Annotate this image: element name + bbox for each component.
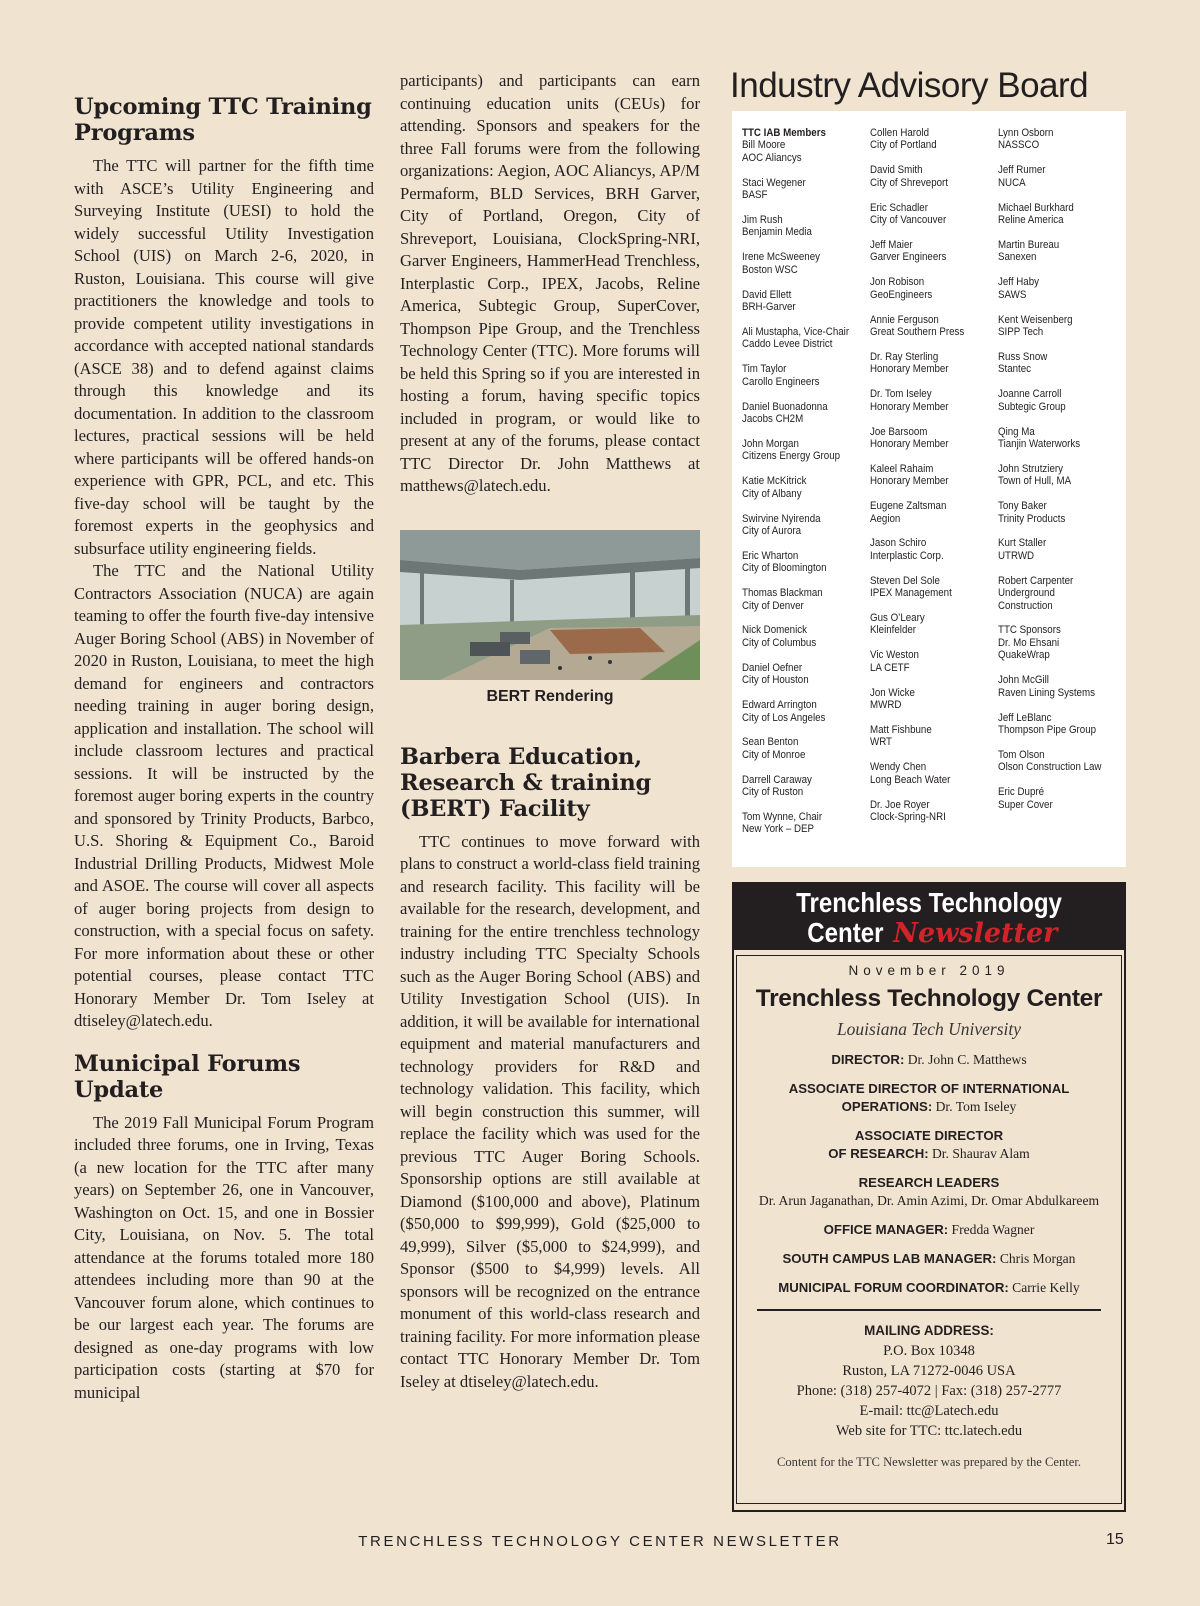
iab-member-entry bbox=[998, 674, 1116, 699]
divider bbox=[757, 1309, 1101, 1311]
iab-member-name: Tom Wynne, Chair bbox=[742, 811, 823, 824]
forums-continued-paragraph: participants) and participants can earn continuing education units (CEUs) for attending. Sponsors and speakers for the three Fall forums were from the following organizations: Aegion, AOC Aliancys, AP/M Permaform, BLD Services, BRH Garver, City of Portland, Oregon, City of Shreveport, Louisiana, ClockSpring-NRI, Garver Engineers, HammerHead Trenchless, Interplastic Corp., IPEX, Jacobs, Reline America, Subtegic Group, SuperCover, Thompson Pipe Group, and the Trenchless Technology Center (TTC). More forums will be held this Spring so if you are interested in hosting a forum, having specific topics included in program, or would like to present at any of the forums, please contact TTC Director Dr. John Matthews at matthews@latech.edu. bbox=[400, 71, 700, 495]
iab-member-name: Dr. Tom Iseley bbox=[870, 388, 932, 401]
forum-coordinator-entry bbox=[737, 1279, 1121, 1297]
iab-member-affiliation: NASSCO bbox=[998, 139, 1040, 152]
iab-member-name: Tony Baker bbox=[998, 500, 1047, 513]
iab-member-name: Sean Benton bbox=[742, 736, 799, 749]
iab-member-name: Dr. Joe Royer bbox=[870, 798, 930, 811]
iab-member-name: Daniel Oefner bbox=[742, 661, 803, 674]
iab-column-1 bbox=[742, 127, 870, 848]
iab-member-entry bbox=[998, 127, 1116, 152]
iab-member-name: Tom Olson bbox=[998, 748, 1045, 761]
issue-date: November 2019 bbox=[848, 963, 1010, 978]
training-programs-heading: Upcoming TTC Training Programs bbox=[74, 94, 372, 146]
iab-member-name: Annie Ferguson bbox=[870, 313, 939, 326]
iab-member-affiliation: BASF bbox=[742, 189, 768, 202]
iab-member-name: Martin Bureau bbox=[998, 238, 1060, 251]
iab-member-affiliation: Reline America bbox=[998, 214, 1064, 227]
iab-member-affiliation: Stantec bbox=[998, 363, 1032, 376]
iab-member-affiliation: City of Columbus bbox=[742, 636, 817, 649]
iab-member-affiliation: City of Denver bbox=[742, 599, 804, 612]
iab-member-affiliation: Olson Construction Law bbox=[998, 761, 1102, 774]
director-name: Dr. John C. Matthews bbox=[907, 1052, 1027, 1067]
iab-member-name: TTC Sponsors bbox=[998, 624, 1061, 637]
iab-member-affiliation: Thompson Pipe Group bbox=[998, 723, 1097, 736]
iab-member-affiliation: WRT bbox=[870, 736, 893, 749]
iab-member-name: Vic Weston bbox=[870, 649, 919, 662]
iab-member-entry bbox=[998, 276, 1116, 301]
iab-member-name: Edward Arrington bbox=[742, 699, 817, 712]
banner-line-1: Trenchless Technology bbox=[796, 887, 1062, 918]
iab-member-entry bbox=[998, 500, 1116, 525]
iab-member-affiliation: Long Beach Water bbox=[870, 773, 951, 786]
iab-member-affiliation: MWRD bbox=[870, 699, 902, 712]
iab-member-name: Eric Dupré bbox=[998, 786, 1045, 799]
iab-member-name: Ali Mustapha, Vice-Chair bbox=[742, 325, 850, 338]
iab-member-name: Eugene Zaltsman bbox=[870, 500, 947, 513]
iab-member-name: Jeff Maier bbox=[870, 238, 913, 251]
iab-member-affiliation: Sanexen bbox=[998, 251, 1037, 264]
content-credit: Content for the TTC Newsletter was prepared by the Center. bbox=[776, 1455, 1082, 1469]
iab-member-name: Wendy Chen bbox=[870, 761, 927, 774]
iab-member-affiliation: Super Cover bbox=[998, 798, 1053, 811]
iab-member-affiliation: IPEX Management bbox=[870, 587, 952, 600]
office-manager-role: OFFICE MANAGER: bbox=[823, 1222, 949, 1237]
iab-member-entry bbox=[742, 289, 860, 314]
iab-member-affiliation: Honorary Member bbox=[870, 363, 949, 376]
director-role: DIRECTOR: bbox=[831, 1052, 905, 1067]
iab-members-box bbox=[732, 111, 1126, 867]
iab-member-affiliation: Jacobs CH2M bbox=[742, 413, 804, 425]
iab-member-affiliation: AOC Aliancys bbox=[742, 151, 802, 164]
lab-manager-entry bbox=[737, 1250, 1121, 1268]
iab-member-entry bbox=[870, 202, 988, 227]
training-paragraph-2: The TTC and the National Utility Contractors Association (NUCA) are again teaming to offer the fourth five-day intensive Auger Boring School (ABS) in November of 2020 in Ruston, Louisiana, to meet the high demand for engineers and contractors needing training in auger boring design, application and installation. The school will include classroom lectures and practical sessions. It will be instructed by the foremost auger boring experts in the country and sponsored by Trinity Products, Barbco, U.S. Shoring & Equipment Co., Baroid Industrial Drilling Products, Midwest Mole and ASOE. The course will cover all aspects of auger boring projects from design to construction, with a special focus on safety. For more information about these or other potential courses, please contact TTC Honorary Member Dr. Tom Iseley at dtiseley@latech.edu. bbox=[74, 561, 374, 1030]
iab-member-name: David Smith bbox=[870, 164, 923, 177]
research-role-line-2: OF RESEARCH: bbox=[828, 1146, 929, 1161]
iab-member-entry bbox=[870, 724, 988, 749]
iab-member-name: Dr. Ray Sterling bbox=[870, 350, 939, 363]
lab-manager-name: Chris Morgan bbox=[999, 1251, 1076, 1266]
iab-member-affiliation: UTRWD bbox=[998, 549, 1035, 562]
iab-member-entry bbox=[998, 749, 1116, 774]
website: Web site for TTC: ttc.latech.edu bbox=[835, 1423, 1023, 1439]
training-paragraph-1: The TTC will partner for the fifth time with ASCE’s Utility Engineering and Surveying Institute (UESI) to hold the widely successful Utility Investigation School (UIS) on March 2-6, 2020, in Ruston, Louisiana. This course will give practitioners the knowledge and tools to provide competent utility investigations in accordance with accepted national standards (ASCE 38) and to defend against claims through this knowledge and its documentation. In addition to the classroom lectures, practical sessions will be held where participants will be offered hands-on experience with GPR, PCL, and etc. This five-day school will be taught by the foremost experts in the geophysics and subsurface utility engineering fields. bbox=[74, 156, 374, 558]
column-right bbox=[732, 66, 1126, 1512]
iab-member-entry bbox=[742, 774, 860, 799]
intl-role-line-2: OPERATIONS: bbox=[841, 1099, 933, 1114]
iab-member-name: Jason Schiro bbox=[870, 537, 927, 550]
iab-member-name: Russ Snow bbox=[998, 350, 1048, 363]
banner-line-2 bbox=[734, 918, 1124, 953]
iab-member-name: Staci Wegener bbox=[742, 176, 806, 189]
iab-member-affiliation: Construction bbox=[998, 599, 1053, 612]
iab-member-entry bbox=[870, 463, 988, 488]
iab-member-name: Matt Fishbune bbox=[870, 724, 932, 736]
iab-member-entry bbox=[742, 699, 860, 724]
iab-member-affiliation: City of Vancouver bbox=[870, 214, 947, 227]
office-manager-entry bbox=[737, 1221, 1121, 1239]
iab-member-name: Kaleel Rahaim bbox=[870, 462, 934, 475]
iab-member-affiliation: BRH-Garver bbox=[742, 301, 796, 314]
iab-member-name: David Ellett bbox=[742, 288, 792, 301]
iab-member-entry bbox=[998, 575, 1116, 612]
iab-member-name: TTC IAB Members bbox=[742, 127, 826, 139]
iab-member-name: Eric Schadler bbox=[870, 201, 928, 214]
iab-column-3 bbox=[998, 127, 1126, 848]
mailing-address-label: MAILING ADDRESS: bbox=[864, 1323, 994, 1338]
iab-member-entry bbox=[870, 314, 988, 339]
iab-member-entry bbox=[998, 786, 1116, 811]
iab-member-name: Swirvine Nyirenda bbox=[742, 512, 821, 525]
iab-member-affiliation: Subtegic Group bbox=[998, 400, 1066, 413]
iab-member-entry bbox=[742, 811, 860, 836]
iab-member-entry bbox=[742, 127, 860, 164]
iab-title: Industry Advisory Board bbox=[730, 66, 1089, 105]
iab-member-affiliation: Aegion bbox=[870, 512, 901, 525]
iab-member-entry bbox=[870, 351, 988, 376]
iab-member-affiliation: GeoEngineers bbox=[870, 288, 933, 301]
iab-member-affiliation: Kleinfelder bbox=[870, 624, 917, 637]
iab-member-affiliation: Interplastic Corp. bbox=[870, 549, 944, 562]
newsletter-banner bbox=[734, 884, 1124, 950]
iab-member-name: Jeff Haby bbox=[998, 276, 1039, 289]
iab-member-affiliation: City of Los Angeles bbox=[742, 711, 826, 724]
iab-member-affiliation: City of Houston bbox=[742, 674, 809, 687]
iab-member-name: Qing Ma bbox=[998, 425, 1035, 438]
iab-member-affiliation: QuakeWrap bbox=[998, 649, 1050, 662]
iab-member-entry bbox=[998, 463, 1116, 488]
iab-member-entry bbox=[870, 388, 988, 413]
iab-member-affiliation: Caddo Levee District bbox=[742, 338, 833, 351]
iab-member-name: Nick Domenick bbox=[742, 624, 807, 637]
iab-member-affiliation: Town of Hull, MA bbox=[998, 475, 1072, 488]
iab-member-affiliation: New York – DEP bbox=[742, 823, 815, 836]
intl-director-entry bbox=[737, 1080, 1121, 1116]
newsletter-masthead bbox=[732, 882, 1126, 1512]
iab-member-affiliation: Carollo Engineers bbox=[742, 375, 820, 388]
iab-member-entry bbox=[870, 575, 988, 600]
iab-member-entry bbox=[998, 712, 1116, 737]
column-left bbox=[74, 94, 374, 1404]
iab-member-affiliation: Honorary Member bbox=[870, 437, 949, 450]
research-role-line-1: ASSOCIATE DIRECTOR bbox=[854, 1128, 1004, 1143]
research-leaders-entry bbox=[737, 1174, 1121, 1210]
iab-member-name: Daniel Buonadonna bbox=[742, 400, 828, 413]
iab-member-affiliation: Benjamin Media bbox=[742, 226, 812, 239]
iab-member-entry bbox=[998, 314, 1116, 339]
bert-heading: Barbera Education, Research & training (BERT) Facility bbox=[400, 743, 652, 822]
iab-member-entry bbox=[998, 624, 1116, 661]
iab-member-name: John Morgan bbox=[742, 437, 799, 450]
iab-member-name: Katie McKitrick bbox=[742, 475, 807, 488]
iab-member-name: John McGill bbox=[998, 674, 1049, 687]
iab-member-affiliation: Dr. Mo Ehsani bbox=[998, 636, 1060, 649]
iab-member-entry bbox=[998, 537, 1116, 562]
iab-member-entry bbox=[870, 612, 988, 637]
iab-member-name: Robert Carpenter bbox=[998, 574, 1074, 587]
iab-member-affiliation: Raven Lining Systems bbox=[998, 686, 1095, 699]
bert-paragraph: TTC continues to move forward with plans to construct a world-class field training and research facility. This facility will be available for the research, development, and training for the entire trenchless technology industry including TTC Specialty Schools such as the Auger Boring School (ABS) and Utility Investigation School (UIS). In addition, it will be available for international equipment and material manufacturers and technology providers for R&D and technology validation. This facility, which will begin construction this summer, will replace the facility which was used for the previous TTC Auger Boring Schools. Sponsorship options are still available at Diamond ($100,000 and above), Platinum ($50,000 to $99,999), Gold ($25,000 to 49,999), Silver ($5,000 to $24,999), and Sponsor ($500 to $4,999) levels. All sponsors will be recognized on the entrance monument of this world-class research and training facility. For more information please contact TTC Honorary Member Dr. Tom Iseley at dtiseley@latech.edu. bbox=[400, 831, 700, 1391]
email-address: E-mail: ttc@Latech.edu bbox=[859, 1403, 999, 1419]
iab-member-entry bbox=[742, 363, 860, 388]
iab-member-affiliation: Honorary Member bbox=[870, 400, 949, 413]
iab-member-affiliation: Underground bbox=[998, 587, 1055, 600]
address-line-1: P.O. Box 10348 bbox=[883, 1343, 975, 1359]
iab-member-entry bbox=[998, 351, 1116, 376]
bert-caption: BERT Rendering bbox=[486, 687, 614, 705]
iab-member-affiliation: Bill Moore bbox=[742, 139, 786, 152]
iab-member-entry bbox=[870, 127, 988, 152]
page-number: 15 bbox=[1106, 1531, 1124, 1548]
forum-coordinator-name: Carrie Kelly bbox=[1012, 1280, 1080, 1295]
iab-member-entry bbox=[998, 164, 1116, 189]
iab-member-name: Eric Wharton bbox=[742, 549, 799, 562]
iab-member-name: John Strutziery bbox=[998, 462, 1064, 475]
iab-member-entry bbox=[742, 401, 860, 426]
iab-member-entry bbox=[870, 276, 988, 301]
iab-member-name: Tim Taylor bbox=[742, 363, 787, 376]
iab-member-entry bbox=[870, 687, 988, 712]
iab-member-affiliation: Garver Engineers bbox=[870, 251, 947, 264]
iab-member-name: Jim Rush bbox=[742, 214, 783, 227]
iab-member-entry bbox=[870, 500, 988, 525]
intl-director-name: Dr. Tom Iseley bbox=[935, 1099, 1017, 1114]
director-entry bbox=[737, 1051, 1121, 1069]
iab-member-affiliation: City of Shreveport bbox=[870, 176, 949, 189]
iab-member-name: Steven Del Sole bbox=[870, 574, 940, 587]
iab-member-entry bbox=[998, 388, 1116, 413]
iab-member-entry bbox=[742, 662, 860, 687]
iab-member-affiliation: Trinity Products bbox=[998, 512, 1066, 525]
bert-rendering-drawing bbox=[400, 530, 700, 680]
municipal-forums-heading: Municipal Forums Update bbox=[74, 1050, 301, 1103]
phone-fax: Phone: (318) 257-4072 | Fax: (318) 257-2777 bbox=[796, 1383, 1062, 1399]
iab-member-entry bbox=[870, 537, 988, 562]
iab-member-entry bbox=[870, 799, 988, 824]
iab-member-name: Jon Robison bbox=[870, 276, 925, 289]
iab-member-affiliation: Citizens Energy Group bbox=[742, 450, 841, 463]
iab-member-name: Collen Harold bbox=[870, 127, 930, 139]
iab-member-name: Gus O’Leary bbox=[870, 612, 925, 625]
iab-member-affiliation: Tianjin Waterworks bbox=[998, 437, 1081, 450]
newsletter-info-box bbox=[736, 955, 1122, 1504]
iab-member-entry bbox=[742, 177, 860, 202]
lab-manager-role: SOUTH CAMPUS LAB MANAGER: bbox=[782, 1251, 997, 1266]
iab-member-entry bbox=[870, 649, 988, 674]
iab-member-affiliation: SIPP Tech bbox=[998, 325, 1044, 338]
iab-member-affiliation: City of Portland bbox=[870, 139, 937, 152]
iab-member-affiliation: City of Albany bbox=[742, 487, 802, 500]
iab-member-entry bbox=[742, 736, 860, 761]
footer-title: TRENCHLESS TECHNOLOGY CENTER NEWSLETTER bbox=[358, 1533, 842, 1550]
banner-center: Center bbox=[806, 917, 884, 948]
iab-member-entry bbox=[742, 214, 860, 239]
municipal-forums-paragraph: The 2019 Fall Municipal Forum Program included three forums, one in Irving, Texas (a new location for the TTC after many years) on September 26, one in Vancouver, Washington on Oct. 15, and one in Bossier City, Louisiana, on Nov. 5. The total attendance at the forums totaled more 180 attendees including more than 90 at the Vancouver forum alone, which continues to be our largest each year. The forums are designed as one-day programs with low participation costs (starting at $70 for municipal bbox=[74, 1112, 374, 1402]
research-leaders-names: Dr. Arun Jaganathan, Dr. Amin Azimi, Dr. Omar Abdulkareem bbox=[758, 1193, 1100, 1208]
iab-member-name: Darrell Caraway bbox=[742, 773, 812, 786]
iab-member-affiliation: LA CETF bbox=[870, 661, 910, 674]
iab-member-entry bbox=[870, 426, 988, 451]
iab-member-affiliation: SAWS bbox=[998, 288, 1027, 301]
iab-member-entry bbox=[998, 426, 1116, 451]
iab-member-name: Joe Barsoom bbox=[870, 425, 928, 438]
research-director-entry bbox=[737, 1127, 1121, 1163]
column-middle bbox=[400, 70, 700, 1393]
iab-column-2 bbox=[870, 127, 998, 848]
iab-member-affiliation: City of Aurora bbox=[742, 524, 802, 537]
iab-member-entry bbox=[742, 438, 860, 463]
iab-member-name: Michael Burkhard bbox=[998, 201, 1074, 214]
iab-member-entry bbox=[742, 550, 860, 575]
iab-member-entry bbox=[742, 587, 860, 612]
banner-newsletter: Newsletter bbox=[893, 918, 1058, 949]
iab-member-affiliation: Boston WSC bbox=[742, 263, 798, 276]
iab-member-affiliation: Great Southern Press bbox=[870, 325, 965, 338]
research-leaders-role: RESEARCH LEADERS bbox=[858, 1175, 1000, 1190]
bert-rendering-image bbox=[400, 530, 700, 680]
iab-member-name: Kent Weisenberg bbox=[998, 313, 1073, 326]
iab-member-name: Jon Wicke bbox=[870, 686, 915, 699]
iab-member-affiliation: City of Monroe bbox=[742, 748, 806, 761]
iab-member-entry bbox=[870, 761, 988, 786]
forum-coordinator-role: MUNICIPAL FORUM COORDINATOR: bbox=[778, 1280, 1009, 1295]
research-director-name: Dr. Shaurav Alam bbox=[931, 1146, 1030, 1161]
iab-member-name: Lynn Osborn bbox=[998, 127, 1054, 139]
iab-member-name: Joanne Carroll bbox=[998, 388, 1062, 401]
iab-member-affiliation: Clock-Spring-NRI bbox=[870, 811, 946, 824]
iab-member-name: Kurt Staller bbox=[998, 537, 1047, 550]
iab-member-entry bbox=[742, 624, 860, 649]
iab-member-affiliation: City of Ruston bbox=[742, 786, 804, 799]
intl-role-line-1: ASSOCIATE DIRECTOR OF INTERNATIONAL bbox=[788, 1081, 1070, 1096]
iab-member-entry bbox=[742, 326, 860, 351]
iab-member-entry bbox=[998, 202, 1116, 227]
office-manager-name: Fredda Wagner bbox=[951, 1222, 1035, 1237]
mailing-address-block bbox=[737, 1321, 1121, 1441]
iab-member-name: Thomas Blackman bbox=[742, 587, 823, 600]
iab-member-entry bbox=[870, 164, 988, 189]
address-line-2: Ruston, LA 71272-0046 USA bbox=[842, 1363, 1016, 1379]
iab-member-name: Jeff LeBlanc bbox=[998, 711, 1052, 724]
iab-member-affiliation: NUCA bbox=[998, 176, 1026, 189]
university-name: Louisiana Tech University bbox=[836, 1019, 1022, 1039]
iab-member-entry bbox=[742, 475, 860, 500]
iab-member-name: Jeff Rumer bbox=[998, 164, 1046, 177]
iab-member-affiliation: Honorary Member bbox=[870, 475, 949, 488]
iab-member-entry bbox=[742, 513, 860, 538]
iab-member-name: Irene McSweeney bbox=[742, 251, 821, 264]
organization-name: Trenchless Technology Center bbox=[755, 985, 1103, 1012]
iab-member-entry bbox=[998, 239, 1116, 264]
iab-member-entry bbox=[742, 251, 860, 276]
iab-member-affiliation: City of Bloomington bbox=[742, 562, 827, 575]
iab-member-entry bbox=[870, 239, 988, 264]
